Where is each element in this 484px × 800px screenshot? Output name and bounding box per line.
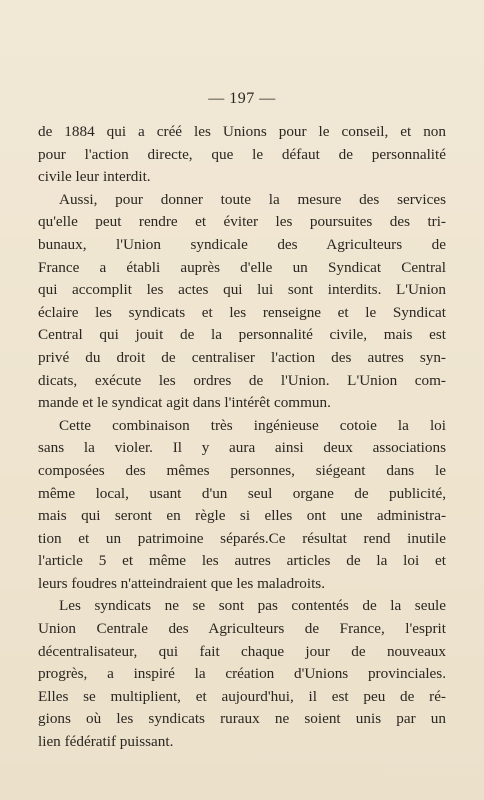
text-line: même local, usant d'un seul organe de publicité, [38, 484, 446, 502]
text-line: de 1884 qui a créé les Unions pour le conseil, et non [38, 123, 446, 140]
paragraph [38, 121, 446, 189]
text-line: Union Centrale des Agriculteurs de France, l'esprit [38, 620, 446, 638]
text-line: Les syndicats ne se sont pas contentés de la seule [59, 597, 446, 615]
paragraph [38, 415, 446, 596]
text-line: Central qui jouit de la personnalité civile, mais est [38, 326, 446, 344]
text-line: bunaux, l'Union syndicale des Agriculteurs de [38, 235, 446, 253]
page-number: — 197 — [208, 90, 276, 107]
text-line: dicats, exécute les ordres de l'Union. L'Union com- [38, 371, 446, 389]
text-line: Cette combinaison très ingénieuse cotoie la loi [59, 416, 446, 434]
text-line: qui accomplit les actes qui lui sont interdits. L'Union [38, 281, 446, 299]
text-line: privé du droit de centraliser l'action des autres syn- [38, 348, 446, 366]
text-line: civile leur interdit. [38, 168, 151, 186]
text-line: France a établi auprès d'elle un Syndicat Central [38, 258, 446, 276]
text-line: Elles se multiplient, et aujourd'hui, il est peu de ré- [38, 687, 446, 705]
text-line: composées des mêmes personnes, siégeant dans le [38, 461, 446, 479]
text-line: pour l'action directe, que le défaut de personnalité [38, 145, 446, 163]
text-line: qu'elle peut rendre et éviter les poursuites des tri- [38, 213, 446, 231]
text-line: mais qui seront en règle si elles ont une administra- [38, 507, 446, 525]
paragraph [38, 595, 446, 753]
paragraph [38, 189, 446, 415]
text-line: progrès, a inspiré la création d'Unions provinciales. [38, 665, 446, 683]
text-line: leurs foudres n'atteindraient que les maladroits. [38, 574, 325, 592]
text-line: lien fédératif puissant. [38, 733, 174, 751]
text-line: sans la violer. Il y aura ainsi deux associations [38, 439, 446, 457]
text-line: mande et le syndicat agit dans l'intérêt commun. [38, 394, 331, 412]
text-line: l'article 5 et même les autres articles de la loi et [38, 552, 446, 570]
text-line: Aussi, pour donner toute la mesure des services [59, 190, 446, 208]
text-line: décentralisateur, qui fait chaque jour de nouveaux [38, 642, 446, 660]
text-line: gions où les syndicats ruraux ne soient unis par un [38, 710, 446, 728]
text-line: tion et un patrimoine séparés.Ce résultat rend inutile [38, 529, 446, 547]
body-text [38, 121, 446, 754]
text-line: éclaire les syndicats et les renseigne et le Syndicat [38, 303, 446, 321]
